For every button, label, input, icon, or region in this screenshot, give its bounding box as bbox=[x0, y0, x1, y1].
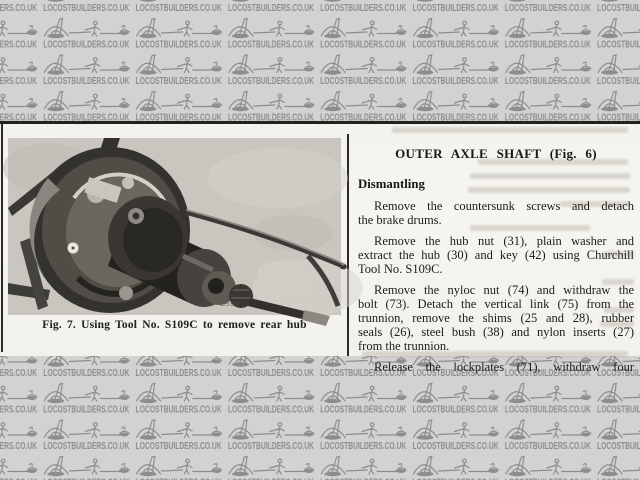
text-line: from the trunnion. bbox=[358, 339, 450, 353]
figure-7-photo bbox=[8, 138, 341, 315]
manual-page bbox=[0, 121, 640, 374]
text-line: bolt (73). Detach the vertical link (75) from the bbox=[358, 297, 634, 311]
text-line: seals (26), steel bush (38) and nylon inserts (27) bbox=[358, 325, 634, 339]
paragraph bbox=[358, 360, 634, 374]
page-left-border bbox=[1, 124, 3, 352]
text-line: Remove the nyloc nut (74) and withdraw the bbox=[374, 283, 634, 297]
paragraph bbox=[358, 234, 634, 276]
text-line: Tool No. S109C. bbox=[358, 262, 443, 276]
article-heading: OUTER AXLE SHAFT (Fig. 6) bbox=[395, 146, 597, 161]
figure-caption: Fig. 7. Using Tool No. S109C to remove rear hub bbox=[42, 319, 307, 331]
text-line: the brake drums. bbox=[358, 213, 442, 227]
paragraph bbox=[358, 283, 634, 353]
text-line: extract the hub (30) and key (42) using Churchill bbox=[358, 248, 634, 262]
text-line: Remove the hub nut (31), plain washer and bbox=[374, 234, 634, 248]
column-divider bbox=[347, 134, 349, 356]
text-line: trunnion, remove the shims (25 and 28), rubber bbox=[358, 311, 634, 325]
paragraph bbox=[358, 199, 634, 227]
photo-reference-label: G550 bbox=[220, 301, 240, 308]
article-subheading: Dismantling bbox=[358, 177, 425, 191]
article-column bbox=[358, 121, 634, 374]
text-line: Remove the countersunk screws and detach bbox=[374, 199, 634, 213]
text-line: Release the lockplates (71), withdraw four bbox=[374, 360, 634, 374]
